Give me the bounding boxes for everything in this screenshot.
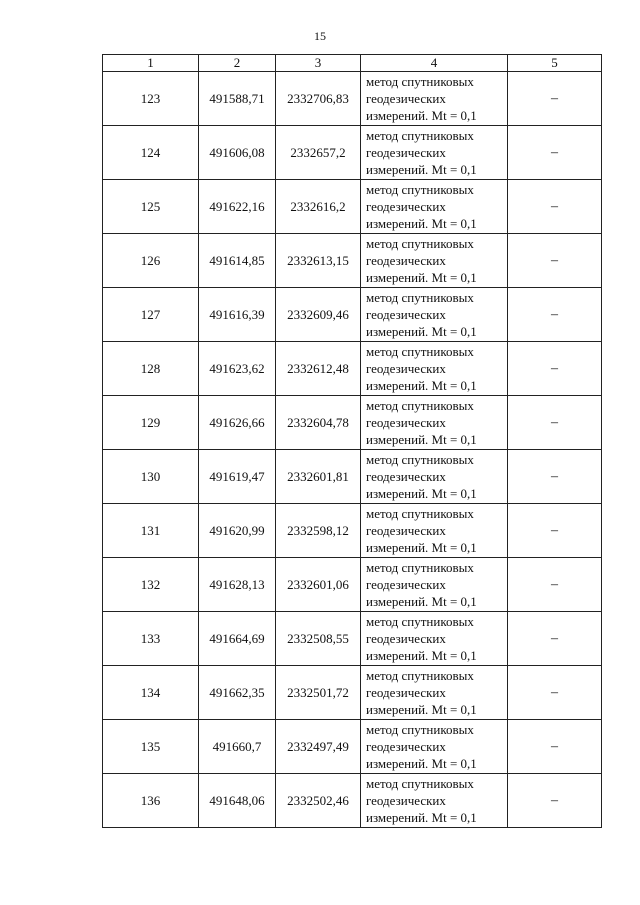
header-col-4: 4 <box>361 55 508 72</box>
y-coordinate-cell: 2332508,55 <box>276 612 361 666</box>
y-coordinate-cell: 2332609,46 <box>276 288 361 342</box>
method-cell: метод спутниковых геодезических измерений. Mt = 0,1 <box>361 126 508 180</box>
y-coordinate-cell: 2332613,15 <box>276 234 361 288</box>
note-cell: – <box>508 234 602 288</box>
note-cell: – <box>508 504 602 558</box>
point-number-cell: 133 <box>103 612 199 666</box>
y-coordinate-cell: 2332502,46 <box>276 774 361 828</box>
x-coordinate-cell: 491623,62 <box>199 342 276 396</box>
table-row <box>103 396 602 450</box>
table-row <box>103 126 602 180</box>
table-row <box>103 612 602 666</box>
method-cell: метод спутниковых геодезических измерений. Mt = 0,1 <box>361 396 508 450</box>
note-cell: – <box>508 612 602 666</box>
method-cell: метод спутниковых геодезических измерений. Mt = 0,1 <box>361 612 508 666</box>
y-coordinate-cell: 2332657,2 <box>276 126 361 180</box>
x-coordinate-cell: 491614,85 <box>199 234 276 288</box>
method-cell: метод спутниковых геодезических измерений. Mt = 0,1 <box>361 666 508 720</box>
y-coordinate-cell: 2332616,2 <box>276 180 361 234</box>
point-number-cell: 134 <box>103 666 199 720</box>
x-coordinate-cell: 491588,71 <box>199 72 276 126</box>
header-col-1: 1 <box>103 55 199 72</box>
method-cell: метод спутниковых геодезических измерений. Mt = 0,1 <box>361 774 508 828</box>
table-row <box>103 234 602 288</box>
note-cell: – <box>508 450 602 504</box>
point-number-cell: 128 <box>103 342 199 396</box>
method-cell: метод спутниковых геодезических измерений. Mt = 0,1 <box>361 450 508 504</box>
x-coordinate-cell: 491664,69 <box>199 612 276 666</box>
x-coordinate-cell: 491622,16 <box>199 180 276 234</box>
y-coordinate-cell: 2332501,72 <box>276 666 361 720</box>
point-number-cell: 132 <box>103 558 199 612</box>
note-cell: – <box>508 774 602 828</box>
x-coordinate-cell: 491619,47 <box>199 450 276 504</box>
header-row <box>103 55 602 72</box>
note-cell: – <box>508 396 602 450</box>
point-number-cell: 125 <box>103 180 199 234</box>
y-coordinate-cell: 2332497,49 <box>276 720 361 774</box>
x-coordinate-cell: 491616,39 <box>199 288 276 342</box>
x-coordinate-cell: 491660,7 <box>199 720 276 774</box>
note-cell: – <box>508 666 602 720</box>
point-number-cell: 131 <box>103 504 199 558</box>
table-body <box>103 72 602 828</box>
x-coordinate-cell: 491620,99 <box>199 504 276 558</box>
y-coordinate-cell: 2332612,48 <box>276 342 361 396</box>
point-number-cell: 136 <box>103 774 199 828</box>
method-cell: метод спутниковых геодезических измерений. Mt = 0,1 <box>361 342 508 396</box>
point-number-cell: 124 <box>103 126 199 180</box>
note-cell: – <box>508 288 602 342</box>
point-number-cell: 130 <box>103 450 199 504</box>
table-row <box>103 666 602 720</box>
method-cell: метод спутниковых геодезических измерений. Mt = 0,1 <box>361 180 508 234</box>
table-row <box>103 504 602 558</box>
y-coordinate-cell: 2332598,12 <box>276 504 361 558</box>
header-col-5: 5 <box>508 55 602 72</box>
x-coordinate-cell: 491626,66 <box>199 396 276 450</box>
coordinates-table <box>102 54 602 828</box>
note-cell: – <box>508 180 602 234</box>
y-coordinate-cell: 2332601,06 <box>276 558 361 612</box>
header-col-2: 2 <box>199 55 276 72</box>
y-coordinate-cell: 2332601,81 <box>276 450 361 504</box>
header-col-3: 3 <box>276 55 361 72</box>
method-cell: метод спутниковых геодезических измерений. Mt = 0,1 <box>361 504 508 558</box>
y-coordinate-cell: 2332604,78 <box>276 396 361 450</box>
table-row <box>103 342 602 396</box>
table-row <box>103 72 602 126</box>
method-cell: метод спутниковых геодезических измерений. Mt = 0,1 <box>361 72 508 126</box>
y-coordinate-cell: 2332706,83 <box>276 72 361 126</box>
point-number-cell: 127 <box>103 288 199 342</box>
table-row <box>103 774 602 828</box>
note-cell: – <box>508 342 602 396</box>
note-cell: – <box>508 558 602 612</box>
point-number-cell: 129 <box>103 396 199 450</box>
table-row <box>103 288 602 342</box>
table-row <box>103 558 602 612</box>
table-row <box>103 450 602 504</box>
x-coordinate-cell: 491662,35 <box>199 666 276 720</box>
table-row <box>103 720 602 774</box>
note-cell: – <box>508 126 602 180</box>
x-coordinate-cell: 491648,06 <box>199 774 276 828</box>
method-cell: метод спутниковых геодезических измерений. Mt = 0,1 <box>361 720 508 774</box>
method-cell: метод спутниковых геодезических измерений. Mt = 0,1 <box>361 558 508 612</box>
point-number-cell: 135 <box>103 720 199 774</box>
x-coordinate-cell: 491628,13 <box>199 558 276 612</box>
method-cell: метод спутниковых геодезических измерений. Mt = 0,1 <box>361 234 508 288</box>
table-row <box>103 180 602 234</box>
point-number-cell: 126 <box>103 234 199 288</box>
page-number: 15 <box>314 29 326 43</box>
method-cell: метод спутниковых геодезических измерений. Mt = 0,1 <box>361 288 508 342</box>
note-cell: – <box>508 72 602 126</box>
x-coordinate-cell: 491606,08 <box>199 126 276 180</box>
note-cell: – <box>508 720 602 774</box>
point-number-cell: 123 <box>103 72 199 126</box>
